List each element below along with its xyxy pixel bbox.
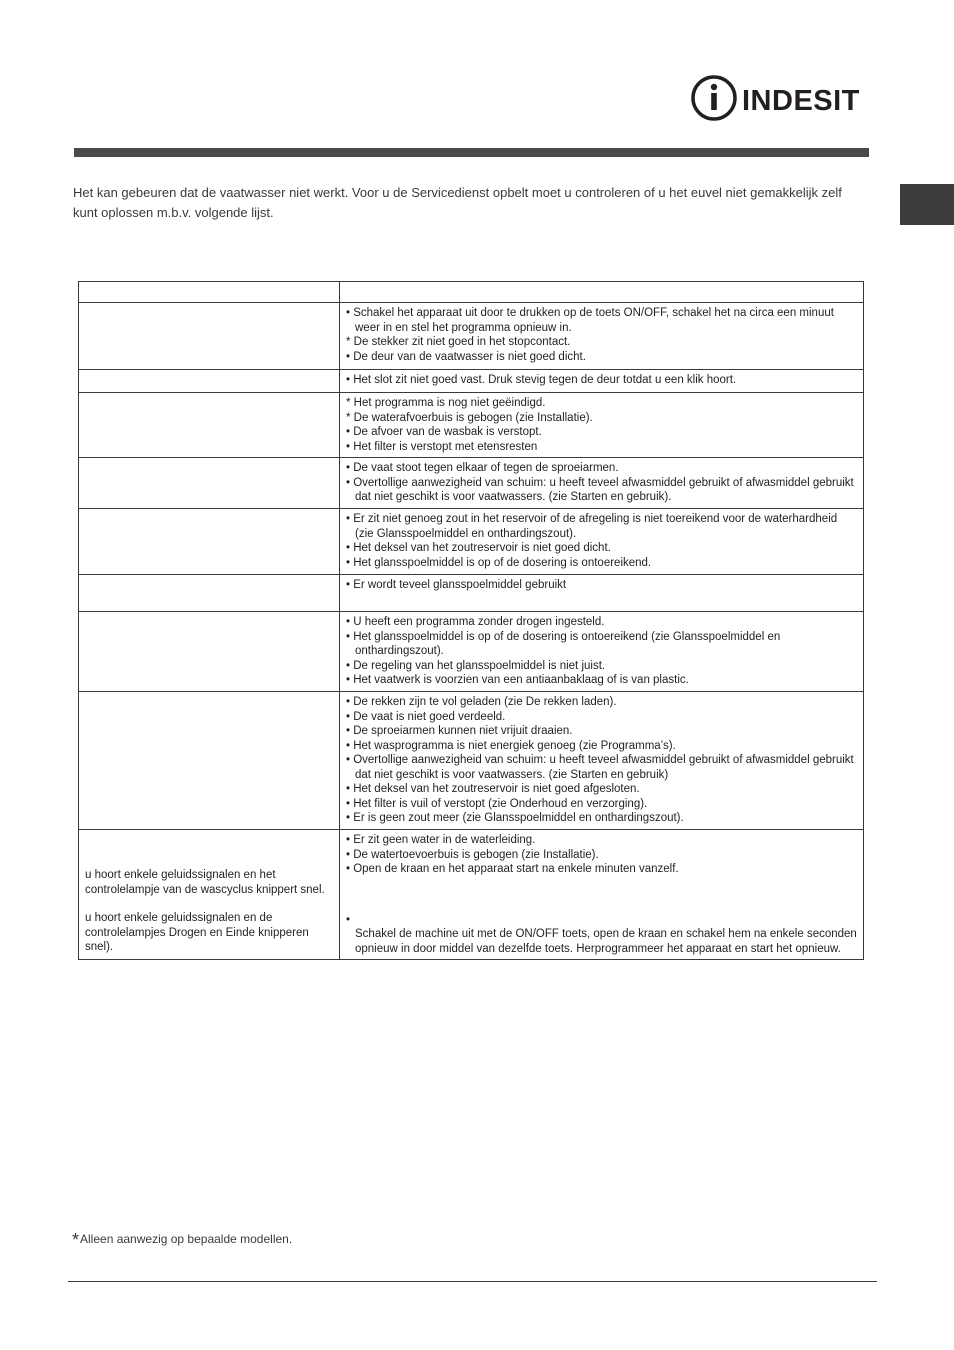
cause-item: • Het glansspoelmiddel is op of de dosering is ontoereikend. (346, 556, 652, 569)
cause-item: • De deur van de vaatwasser is niet goed dicht. (346, 350, 586, 363)
indesit-logo-graphic (690, 74, 870, 122)
causes-cell (340, 370, 864, 393)
cause-item: * De waterafvoerbuis is gebogen (zie Installatie). (346, 411, 593, 424)
cause-item: • Het wasprogramma is niet energiek genoeg (zie Programma’s). (346, 739, 676, 752)
cause-item: • De watertoevoerbuis is gebogen (zie Installatie). (346, 848, 599, 861)
svg-text:INDESIT: INDESIT (742, 85, 860, 117)
cause-item: • De regeling van het glansspoelmiddel is niet juist. (346, 659, 606, 672)
problem-cell (79, 509, 340, 575)
cause-item: • De sproeiarmen kunnen niet vrijuit draaien. (346, 725, 573, 737)
cause-item: • Overtollige aanwezigheid van schuim: u heeft teveel afwasmiddel gebruikt of afwasmiddel gebruikt dat niet geschikt is voor vaatwassers. (zie Starten en gebruik). (346, 476, 854, 503)
table-row (79, 612, 864, 692)
causes-cell (340, 393, 864, 458)
problem-cell (79, 575, 340, 612)
language-tab-marker (900, 184, 954, 225)
problem-text-dry-end-lights: u hoort enkele geluidssignalen en de controlelampjes Drogen en Einde knipperen snel). (85, 912, 309, 953)
header-divider-bar (74, 148, 869, 157)
causes-cell (340, 575, 864, 612)
spacer (85, 897, 333, 911)
problem-cell (79, 303, 340, 370)
cause-item: • De rekken zijn te vol geladen (zie De rekken laden). (346, 696, 617, 708)
cause-item: • Er zit niet genoeg zout in het reservoir of de afregeling is niet toereikend voor de waterhardheid (zie Glansspoelmiddel en onthardingszout). (346, 513, 838, 540)
problem-cell (79, 370, 340, 393)
footnote-text: Alleen aanwezig op bepaalde modellen. (80, 1232, 293, 1246)
troubleshooting-table (78, 281, 864, 960)
header-cell-problem (79, 282, 340, 303)
table-row (79, 509, 864, 575)
cause-bullet: • (346, 913, 351, 926)
problem-cell (79, 612, 340, 692)
intro-text: Het kan gebeuren dat de vaatwasser niet werkt. Voor u de Servicedienst opbelt moet u controleren of u het euvel niet gemakkelijk zelf kunt oplossen m.b.v. volgende lijst. (73, 185, 842, 220)
cause-item: • Het glansspoelmiddel is op of de dosering is ontoereikend (zie Glansspoelmiddel en onthardingszout). (346, 630, 781, 657)
causes-cell (340, 303, 864, 370)
cause-item: • Het filter is verstopt met etensresten (346, 440, 538, 453)
cause-item: • Er zit geen water in de waterleiding. (346, 834, 536, 846)
table-row (79, 575, 864, 612)
cause-item: • Er wordt teveel glansspoelmiddel gebruikt (346, 579, 567, 591)
cause-item: • U heeft een programma zonder drogen ingesteld. (346, 616, 605, 628)
footer-divider (68, 1281, 877, 1282)
causes-cell (340, 692, 864, 830)
table-row (79, 692, 864, 830)
table-row (79, 303, 864, 370)
spacer (346, 877, 857, 913)
cause-item: Schakel de machine uit met de ON/OFF toets, open de kraan en schakel hem na enkele seconden opnieuw in door middel van dezelfde toets. Herprogrammeer het apparaat en start het opnieuw. (355, 928, 857, 955)
table-row-water-supply (79, 830, 864, 960)
causes-cell (340, 509, 864, 575)
cause-item: • Open de kraan en het apparaat start na enkele minuten vanzelf. (346, 863, 679, 875)
cause-item: • Het filter is vuil of verstopt (zie Onderhoud en verzorging). (346, 797, 648, 810)
cause-item: • Het slot zit niet goed vast. Druk stevig tegen de deur totdat u een klik hoort. (346, 374, 737, 386)
footnote-mark: * (72, 1230, 80, 1250)
problem-text-wash-light: u hoort enkele geluidssignalen en het controlelampje van de wascyclus knippert snel. (85, 869, 325, 896)
indesit-logo (690, 74, 870, 122)
table-row (79, 393, 864, 458)
cause-item: • Schakel het apparaat uit door te drukken op de toets ON/OFF, schakel het na circa een minuut weer in en stel het programma opnieuw in. (346, 307, 834, 334)
cause-item: • Er is geen zout meer (zie Glansspoelmiddel en onthardingszout). (346, 812, 684, 824)
cause-item: • Het deksel van het zoutreservoir is niet goed afgesloten. (346, 783, 640, 795)
cause-item: • De afvoer van de wasbak is verstopt. (346, 426, 542, 438)
cause-item: • De vaat is niet goed verdeeld. (346, 710, 506, 723)
problem-cell (79, 692, 340, 830)
cause-item: • Het deksel van het zoutreservoir is niet goed dicht. (346, 542, 611, 554)
problem-cell (79, 393, 340, 458)
table-header-row (79, 282, 864, 303)
problem-cell (79, 830, 340, 960)
table-row (79, 370, 864, 393)
causes-cell (340, 830, 864, 960)
problem-cell (79, 458, 340, 509)
cause-item: • De vaat stoot tegen elkaar of tegen de sproeiarmen. (346, 462, 619, 474)
cause-item: • Overtollige aanwezigheid van schuim: u heeft teveel afwasmiddel gebruikt of afwasmiddel gebruikt dat niet geschikt is voor vaatwassers. (zie Starten en gebruik) (346, 754, 854, 781)
cause-item: • Het vaatwerk is voorzien van een antiaanbaklaag of is van plastic. (346, 674, 689, 686)
causes-cell (340, 458, 864, 509)
table-row (79, 458, 864, 509)
causes-cell (340, 612, 864, 692)
footnote (72, 1230, 292, 1251)
cause-item: * Het programma is nog niet geëindigd. (346, 397, 546, 409)
cause-item: * De stekker zit niet goed in het stopcontact. (346, 336, 571, 348)
header-cell-causes (340, 282, 864, 303)
